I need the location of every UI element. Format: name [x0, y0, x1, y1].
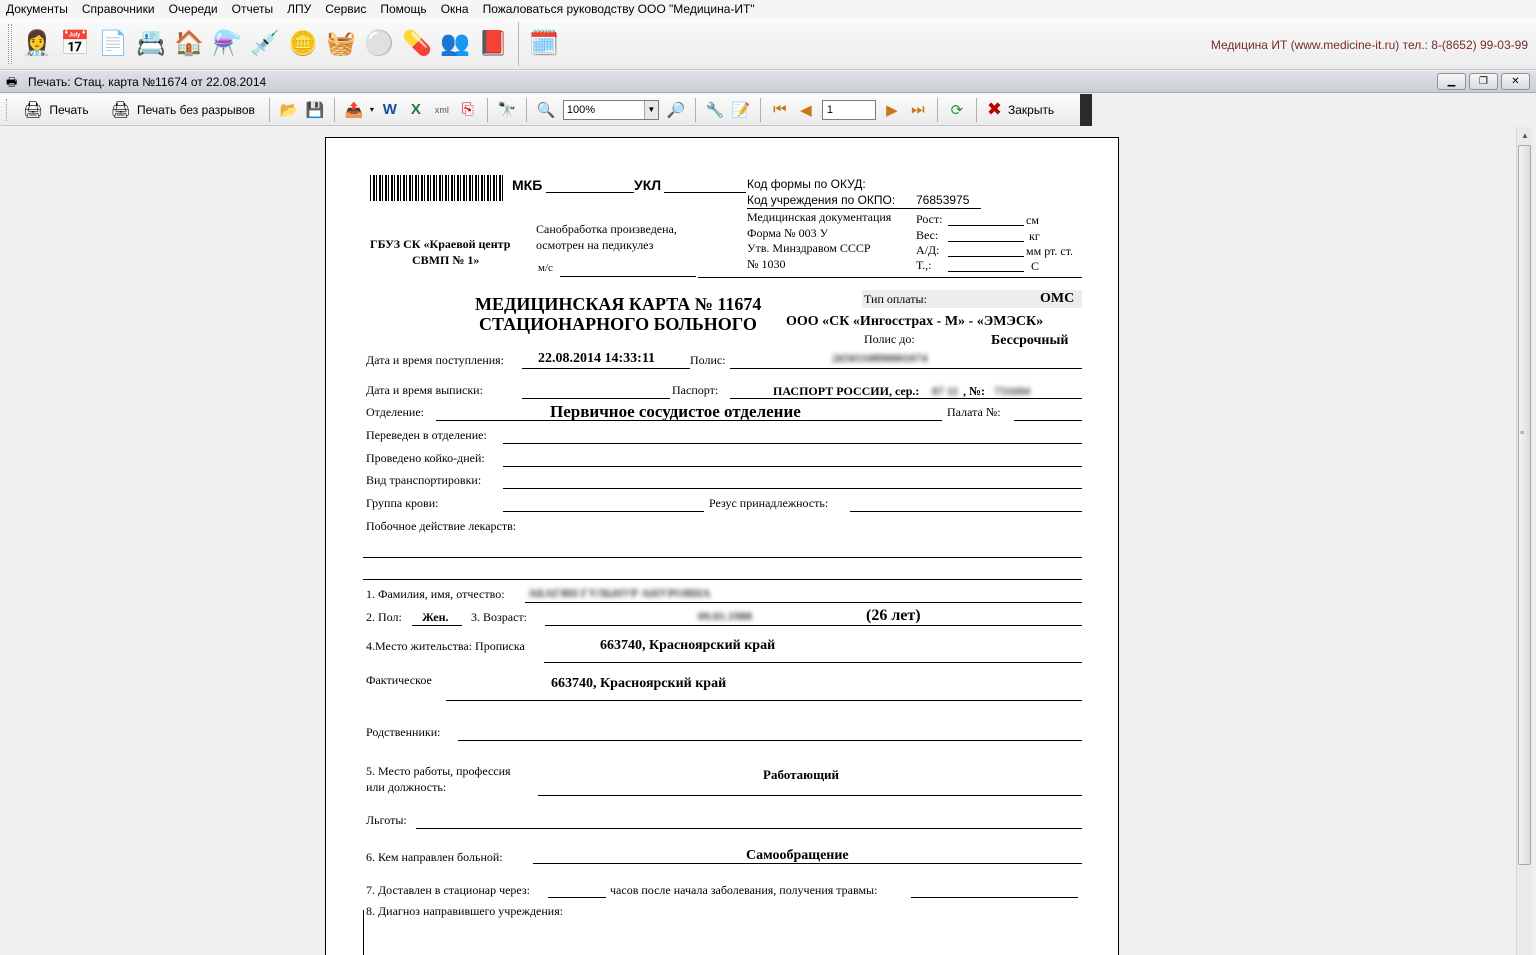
- calendar-icon[interactable]: 📅: [60, 30, 90, 57]
- capsule-icon[interactable]: 💊: [402, 30, 432, 57]
- okpo-value: 76853975: [916, 193, 970, 207]
- pdf-icon[interactable]: ⎘: [461, 101, 474, 118]
- rhesus-label: Резус принадлежность:: [709, 496, 829, 510]
- passport-value: ПАСПОРТ РОССИИ, сер.:: [773, 384, 920, 398]
- print-toolbar-grip[interactable]: [6, 99, 9, 121]
- xml-icon[interactable]: xml: [434, 104, 449, 115]
- work-line: [538, 795, 1082, 796]
- menu-bar: [0, 0, 1536, 18]
- barcode: [370, 175, 504, 201]
- referred-label: 6. Кем направлен больной:: [366, 850, 503, 864]
- export-icon[interactable]: 📤: [344, 101, 364, 119]
- document-page: [325, 137, 1119, 955]
- separator: [695, 98, 696, 122]
- actual-address-value: 663740, Красноярский край: [551, 676, 727, 691]
- rhesus-line: [850, 511, 1082, 512]
- find-binoculars-icon[interactable]: 🔭: [497, 101, 517, 119]
- passport-label: Паспорт:: [672, 383, 719, 397]
- book-icon[interactable]: 📕: [478, 30, 508, 57]
- lab-flask-icon[interactable]: ⚗️: [212, 30, 242, 57]
- close-button[interactable]: [983, 97, 1058, 123]
- discharge-line: [522, 398, 670, 399]
- temp-unit: С: [1031, 259, 1040, 273]
- menu-directories[interactable]: Справочники: [81, 2, 155, 16]
- weight-unit: кг: [1029, 229, 1040, 243]
- admission-label: Дата и время поступления:: [366, 353, 505, 367]
- print-no-breaks-button[interactable]: [107, 97, 259, 123]
- scroll-thumb[interactable]: [1518, 145, 1531, 865]
- separator: [760, 98, 761, 122]
- transferred-label: Переведен в отделение:: [366, 428, 487, 442]
- transport-label: Вид транспортировки:: [366, 473, 482, 487]
- meddoc-2: Форма № 003 У: [747, 226, 829, 240]
- meddoc-3: Утв. Минздравом СССР: [747, 241, 871, 255]
- referred-value: Самообращение: [746, 848, 849, 863]
- work-value: Работающий: [763, 767, 840, 782]
- print-no-breaks-label: Печать без разрывов: [136, 102, 255, 117]
- referred-line: [533, 863, 1082, 864]
- printer-icon: 🖨: [23, 101, 44, 119]
- org-name-2: СВМП № 1»: [412, 253, 480, 267]
- refresh-icon[interactable]: ⟳: [950, 101, 964, 119]
- insurer-name: ООО «СК «Ингосстрах - М» - «ЭМЭСК»: [786, 314, 1044, 329]
- menu-complain[interactable]: Пожаловаться руководству ООО "Медицина-ИТ": [482, 2, 755, 16]
- department-label: Отделение:: [366, 405, 425, 419]
- bp-line: [948, 256, 1024, 257]
- card-title-1: МЕДИЦИНСКАЯ КАРТА № 11674: [475, 294, 762, 314]
- page-number-input[interactable]: 1: [822, 100, 876, 120]
- chevron-down-icon[interactable]: ▼: [644, 101, 658, 119]
- basket-icon[interactable]: 🧺: [326, 30, 356, 57]
- residence-label: 4.Место жительства: Прописка: [366, 639, 525, 653]
- doctor-icon[interactable]: 👩‍⚕️: [22, 30, 52, 57]
- home-icon[interactable]: 🏠: [174, 30, 204, 57]
- main-toolbar: [0, 18, 1536, 70]
- toolbar-grip[interactable]: [8, 24, 12, 64]
- close-icon: ✖: [986, 99, 1002, 119]
- okud-label: Код формы по ОКУД:: [747, 177, 866, 191]
- minimize-button[interactable]: ▁: [1437, 73, 1466, 90]
- separator: [334, 98, 335, 122]
- coins-icon[interactable]: 🪙: [288, 30, 318, 57]
- height-label: Рост:: [916, 212, 943, 226]
- ukl-line: [664, 192, 746, 193]
- okpo-line: [747, 208, 981, 209]
- passport-num-label: , №:: [963, 384, 986, 398]
- policy-until-label: Полис до:: [864, 332, 915, 346]
- age-value: (26 лет): [866, 607, 921, 624]
- close-window-button[interactable]: ✕: [1501, 73, 1530, 90]
- separator: [269, 98, 270, 122]
- vertical-scrollbar[interactable]: [1516, 127, 1532, 955]
- delivered-label: 7. Доставлен в стационар через:: [366, 883, 530, 897]
- transferred-line: [503, 443, 1082, 444]
- sanitation-1: Санобработка произведена,: [536, 222, 677, 236]
- diagnosis-label: 8. Диагноз направившего учреждения:: [366, 904, 564, 918]
- org-name-1: ГБУЗ СК «Краевой центр: [370, 237, 511, 251]
- scroll-up-icon[interactable]: ▲: [1521, 131, 1529, 140]
- discharge-label: Дата и время выписки:: [366, 383, 483, 397]
- next-page-icon[interactable]: ▶: [886, 101, 898, 119]
- department-line: [436, 420, 942, 421]
- separator: [487, 98, 488, 122]
- edit-page-icon[interactable]: 📝: [731, 101, 751, 119]
- card-icon[interactable]: 📇: [136, 30, 166, 57]
- sex-value: Жен.: [422, 610, 449, 624]
- passport-series: 07 11: [932, 384, 959, 398]
- meddoc-1: Медицинская документация: [747, 210, 892, 224]
- policy-until-value: Бессрочный: [991, 333, 1069, 348]
- separator: [937, 98, 938, 122]
- bed-days-line: [503, 466, 1082, 467]
- actual-address-line: [446, 700, 1082, 701]
- fio-line: [525, 602, 1082, 603]
- company-info: Медицина ИТ (www.medicine-it.ru) тел.: 8-(8652) 99-03-99: [1210, 38, 1528, 52]
- ward-line: [1014, 420, 1082, 421]
- transport-line: [503, 488, 1082, 489]
- sex-line: [412, 625, 462, 626]
- temp-label: Т.,:: [916, 258, 932, 272]
- height-unit: см: [1026, 213, 1039, 227]
- prev-page-icon[interactable]: ◀: [800, 101, 812, 119]
- toolbar-overflow[interactable]: [1080, 94, 1092, 126]
- temp-line: [948, 271, 1024, 272]
- payment-label: Тип оплаты:: [864, 292, 927, 306]
- meddoc-4: № 1030: [747, 257, 786, 271]
- actual-address-label: Фактическое: [366, 673, 432, 687]
- word-icon[interactable]: W: [382, 101, 397, 118]
- section-rule: [363, 579, 1082, 580]
- ukl-label: УКЛ: [634, 177, 662, 193]
- okpo-label: Код учреждения по ОКПО:: [747, 193, 896, 207]
- separator: [526, 98, 527, 122]
- sanitation-2: осмотрен на педикулез: [536, 238, 654, 252]
- hours-label: часов после начала заболевания, получения травмы:: [610, 883, 878, 897]
- print-label: Печать: [49, 102, 89, 117]
- close-label: Закрыть: [1007, 102, 1055, 117]
- relatives-line: [458, 740, 1082, 741]
- fio-label: 1. Фамилия, имя, отчество:: [366, 587, 505, 601]
- excel-icon[interactable]: X: [410, 101, 421, 118]
- open-folder-icon[interactable]: 📂: [279, 101, 299, 119]
- policy-line: [730, 368, 1082, 369]
- blood-group-label: Группа крови:: [366, 496, 439, 510]
- save-icon[interactable]: 💾: [305, 101, 325, 119]
- ms-label: м/с: [538, 262, 553, 274]
- menu-help[interactable]: Помощь: [380, 2, 427, 16]
- benefits-label: Льготы:: [366, 813, 407, 827]
- sex-label: 2. Пол:: [366, 610, 402, 624]
- schedule-icon[interactable]: 🗓️: [529, 30, 559, 57]
- export-dropdown-icon[interactable]: ▾: [369, 105, 374, 114]
- ms-line: [560, 276, 696, 277]
- side-effects-label: Побочное действие лекарств:: [366, 519, 517, 533]
- age-line: [545, 625, 1082, 626]
- passport-line: [730, 398, 1082, 399]
- fio-value: АБАГЯН ГУЛЬНУР АНУРОВНА: [528, 586, 711, 600]
- payment-value: ОМС: [1040, 291, 1075, 306]
- window-title: Печать: Стац. карта №11674 от 22.08.2014: [28, 74, 267, 89]
- zoom-value: 100%: [566, 103, 596, 116]
- relatives-label: Родственники:: [366, 725, 441, 739]
- work-label-1: 5. Место работы, профессия: [366, 764, 511, 778]
- separator: [976, 98, 977, 122]
- first-page-icon[interactable]: ⏮: [773, 101, 787, 118]
- menu-windows[interactable]: Окна: [440, 2, 469, 16]
- height-line: [948, 225, 1024, 226]
- settings-wrench-icon[interactable]: 🔧: [705, 101, 725, 119]
- dob-value: 09.01.1988: [698, 609, 752, 623]
- bed-days-label: Проведено койко-дней:: [366, 451, 485, 465]
- blood-group-line: [503, 511, 704, 512]
- age-label: 3. Возраст:: [471, 610, 527, 624]
- passport-number: 731694: [994, 384, 1030, 398]
- print-toolbar: [0, 94, 1092, 126]
- users-icon[interactable]: 👥: [440, 30, 470, 57]
- last-page-icon[interactable]: ⏭: [911, 101, 925, 118]
- injury-line: [911, 897, 1078, 898]
- bp-unit: мм рт. ст.: [1026, 244, 1074, 258]
- zoom-select[interactable]: [563, 100, 659, 120]
- menu-service[interactable]: Сервис: [325, 2, 367, 16]
- zoom-in-icon[interactable]: 🔍: [536, 101, 556, 119]
- syringe-icon[interactable]: 💉: [250, 30, 280, 57]
- residence-value: 663740, Красноярский край: [600, 638, 776, 653]
- menu-lpu[interactable]: ЛПУ: [287, 2, 312, 16]
- policy-value: 2650110890001074: [832, 351, 928, 365]
- delivered-hours-line: [548, 897, 606, 898]
- toolbar-separator: [518, 22, 519, 66]
- printer-icon: 🖨: [110, 101, 131, 119]
- window-title-bar: [0, 71, 1536, 93]
- benefits-line: [416, 828, 1082, 829]
- print-window-icon: 🖶: [6, 74, 18, 89]
- menu-queues[interactable]: Очереди: [168, 2, 218, 16]
- ward-label: Палата №:: [947, 405, 1001, 419]
- admission-line: [522, 368, 690, 369]
- weight-label: Вес:: [916, 228, 939, 242]
- restore-button[interactable]: ❐: [1469, 73, 1498, 90]
- pills-icon[interactable]: ⚪: [364, 30, 394, 57]
- department-value: Первичное сосудистое отделение: [550, 402, 801, 421]
- document-icon[interactable]: 📄: [98, 30, 128, 57]
- admission-value: 22.08.2014 14:33:11: [538, 351, 656, 366]
- bp-label: А/Д:: [916, 243, 940, 257]
- weight-line: [948, 241, 1024, 242]
- card-title-2: СТАЦИОНАРНОГО БОЛЬНОГО: [479, 314, 757, 334]
- header-rule: [698, 277, 1082, 278]
- work-label-2: или должность:: [366, 780, 447, 794]
- residence-line: [544, 662, 1082, 663]
- mkb-label: МКБ: [512, 177, 543, 193]
- print-button[interactable]: [19, 97, 93, 123]
- scroll-thumb-grip: ≡: [1520, 430, 1525, 437]
- menu-documents[interactable]: Документы: [6, 2, 68, 16]
- zoom-out-icon[interactable]: 🔎: [666, 101, 686, 119]
- diagnosis-border: [363, 910, 364, 955]
- policy-label: Полис:: [690, 353, 726, 367]
- side-effects-line: [363, 557, 1082, 558]
- mkb-line: [546, 192, 634, 193]
- menu-reports[interactable]: Отчеты: [231, 2, 274, 16]
